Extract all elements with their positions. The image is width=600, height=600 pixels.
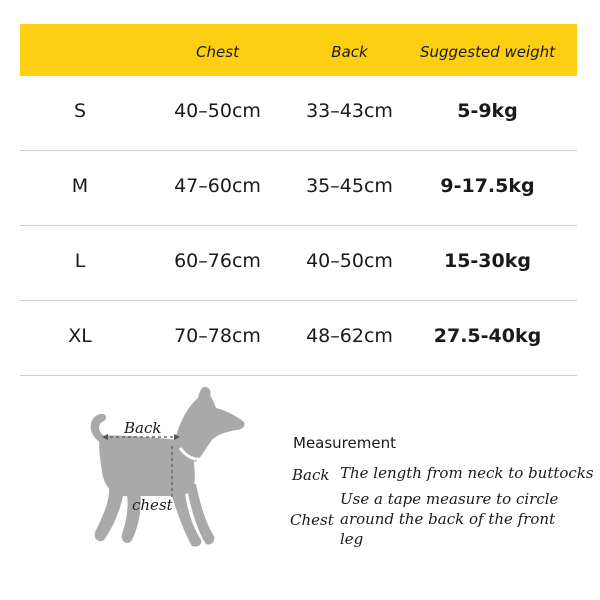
chest-definition: Use a tape measure to circle around the back of the front leg xyxy=(340,490,559,548)
chest-cell: 60–76cm xyxy=(174,250,261,272)
size-cell: M xyxy=(71,175,89,197)
back-cell: 48–62cm xyxy=(306,325,393,347)
back-definition: The length from neck to buttocks xyxy=(340,464,594,482)
diagram-chest-label: chest xyxy=(132,496,173,514)
back-cell: 40–50cm xyxy=(306,250,393,272)
weight-cell: 15-30kg xyxy=(443,250,531,272)
size-cell: XL xyxy=(68,325,92,347)
header-suggested-weight: Suggested weight xyxy=(419,43,556,61)
diagram-back-label: Back xyxy=(124,419,162,437)
weight-cell: 9-17.5kg xyxy=(440,175,535,197)
measurement-heading: Measurement xyxy=(293,434,396,452)
header-back: Back xyxy=(331,43,368,61)
dog-silhouette-icon xyxy=(82,386,262,561)
back-cell: 33–43cm xyxy=(306,100,393,122)
chest-cell: 47–60cm xyxy=(174,175,261,197)
table-row xyxy=(20,301,577,376)
dog-measurement-diagram xyxy=(82,386,262,561)
weight-cell: 5-9kg xyxy=(457,100,518,122)
table-row xyxy=(20,151,577,226)
back-cell: 35–45cm xyxy=(306,175,393,197)
table-row xyxy=(20,76,577,151)
size-chart-table xyxy=(20,24,577,376)
size-cell: L xyxy=(74,250,86,272)
size-cell: S xyxy=(73,100,87,122)
chest-cell: 70–78cm xyxy=(174,325,261,347)
back-term: Back xyxy=(292,466,330,484)
header-chest: Chest xyxy=(196,43,239,61)
table-header-row xyxy=(20,24,577,76)
chest-term: Chest xyxy=(290,511,334,529)
header-size xyxy=(20,24,140,76)
table-row xyxy=(20,226,577,301)
chest-cell: 40–50cm xyxy=(174,100,261,122)
weight-cell: 27.5-40kg xyxy=(433,325,542,347)
